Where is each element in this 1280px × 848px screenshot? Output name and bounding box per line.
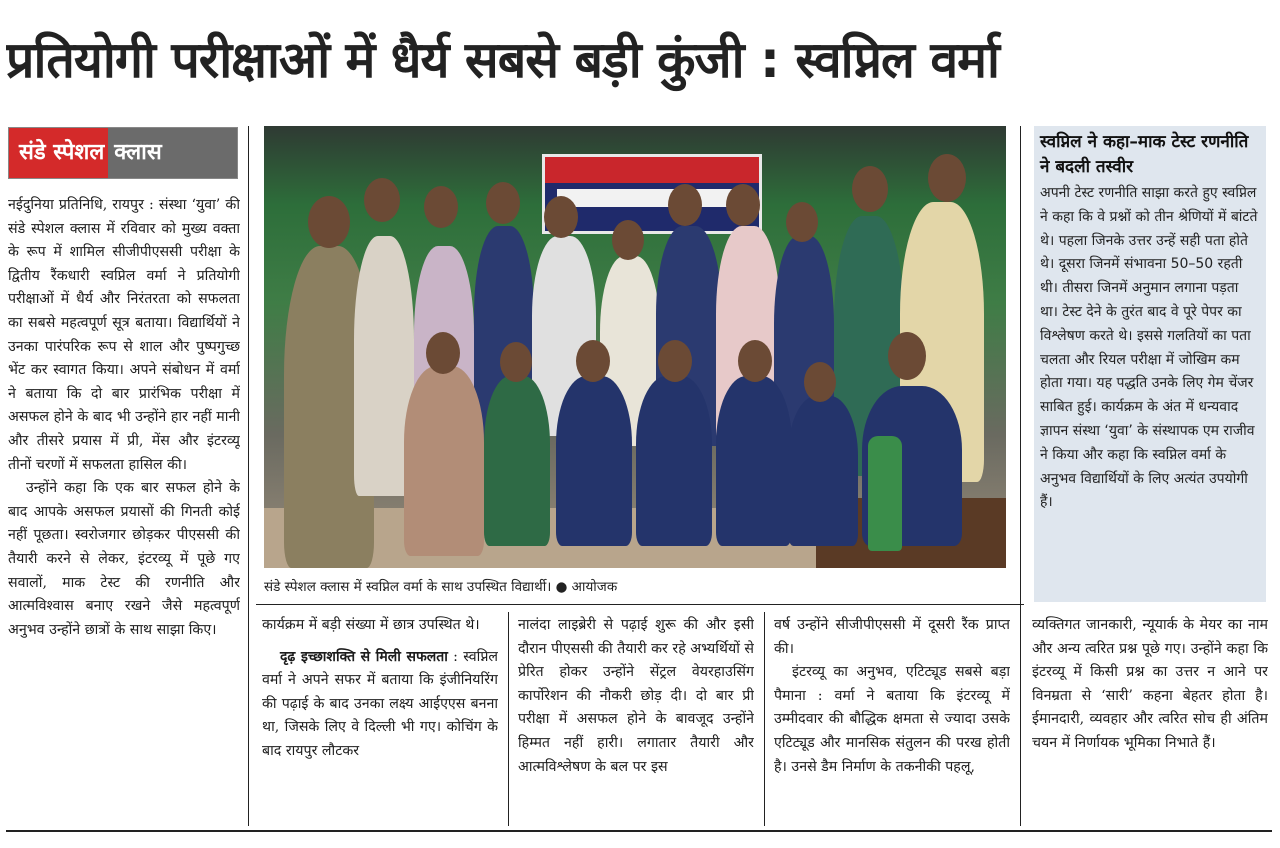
sidebar-box [1034,126,1266,602]
section-tag-red: संडे स्पेशल [9,128,108,178]
article-column-5 [1032,614,1268,824]
article-headline: प्रतियोगी परीक्षाओं में धैर्य सबसे बड़ी कुंजी : स्वप्निल वर्मा [6,31,1000,89]
water-bottle [868,436,902,551]
sidebar-body: अपनी टेस्ट रणनीति साझा करते हुए स्वप्निल ने कहा कि वे प्रश्नों को तीन श्रेणियों में बांटते थे। पहला जिनके उत्तर उन्हें सही पता होते थे। दूसरा जिनमें संभावना 50–50 रहती थी। तीसरा जिनमें अनुमान लगाना पड़ता था। टेस्ट देने के तुरंत बाद वे पूरे पेपर का विश्लेषण करते थे। इससे गलतियों का पता चलता और रियल परीक्षा में जोखिम कम होता गया। यह पद्धति उनके लिए गेम चेंजर साबित हुई। कार्यक्रम के अंत में धन्यवाद ज्ञापन संस्था ‘युवा’ के संस्थापक एम राजीव ने किया और कहा कि स्वप्निल वर्मा के अनुभव विद्यार्थियों के लिए अत्यंत उपयोगी हैं। [1040,185,1258,511]
column-4-paragraph-1: वर्ष उन्होंने सीजीपीएससी में दूसरी रैंक प्राप्त की। [774,617,1010,657]
column-2-paragraph-2 [262,646,498,764]
column-2-text: : स्वप्निल वर्मा ने अपने सफर में बताया कि इंजीनियरिंग की पढ़ाई के बाद उनका लक्ष्य आईएएस बनना था, जिसके लिए वे दिल्ली भी गए। कोचिंग के बाद रायपुर लौटकर [262,648,498,759]
bottom-rule [6,830,1272,832]
column-4-paragraph-2: इंटरव्यू का अनुभव, एटिट्यूड सबसे बड़ा पैमाना : वर्मा ने बताया कि इंटरव्यू में उम्मीदवार की बौद्धिक क्षमता से ज्यादा उसके एटिट्यूड और मानसिक संतुलन की परख होती है। उनसे डैम निर्माण के तकनीकी पहलू, [774,664,1010,775]
sidebar-heading: स्वप्निल ने कहा–माक टेस्ट रणनीति ने बदली तस्वीर [1040,132,1249,177]
column-divider-1 [248,126,249,826]
column-divider-2 [508,612,509,826]
article-column-2 [262,614,498,824]
group-photo [264,126,1006,568]
caption-rule [256,604,1024,605]
photo-caption: संडे स्पेशल क्लास में स्वप्निल वर्मा के साथ उपस्थित विद्यार्थी। ● आयोजक [264,579,618,595]
column-2-subhead: दृढ़ इच्छाशक्ति से मिली सफलता [280,648,448,665]
column-1-paragraph-1: नईदुनिया प्रतिनिधि, रायपुर : संस्था ‘युवा’ की संडे स्पेशल क्लास में रविवार को मुख्य वक्ता के रूप में शामिल सीजीपीएससी परीक्षा के द्वितीय रैंकधारी स्वप्निल वर्मा ने प्रतियोगी परीक्षाओं में धैर्य और निरंतरता को सफलता का सबसे महत्वपूर्ण सूत्र बताया। विद्यार्थियों ने उनका पारंपरिक रूप से शाल और पुष्पगुच्छ भेंट कर स्वागत किया। अपने संबोधन में वर्मा ने बताया कि दो बार प्रारंभिक परीक्षा में असफल होने के बाद भी उन्होंने हार नहीं मानी और तीसरे प्रयास में प्री, मेंस और इंटरव्यू तीनों चरणों में सफलता हासिल की। [8,197,240,473]
column-5-paragraph-1: व्यक्तिगत जानकारी, न्यूयार्क के मेयर का नाम और अन्य त्वरित प्रश्न पूछे गए। उन्होंने कहा कि इंटरव्यू में किसी प्रश्न का उत्तर न आने पर विनम्रता से ‘सारी’ कहना बेहतर होता है। ईमानदारी, व्यवहार और त्वरित सोच ही अंतिम चयन में निर्णायक भूमिका निभाते हैं। [1032,617,1268,751]
column-1-paragraph-2: उन्होंने कहा कि एक बार सफल होने के बाद आपके असफल प्रयासों की गिनती कोई नहीं पूछता। स्वरोजगार छोड़कर पीएससी की तैयारी करने से लेकर, इंटरव्यू में पूछे गए सवालों, माक टेस्ट की रणनीति और आत्मविश्वास बनाए रखने जैसे महत्वपूर्ण अनुभव उन्होंने छात्रों के साथ साझा किए। [8,480,240,638]
article-column-1 [8,194,240,824]
article-column-3 [518,614,754,824]
column-2-paragraph-1: कार्यक्रम में बड़ी संख्या में छात्र उपस्थित थे। [262,617,480,633]
section-tag [8,127,238,179]
article-column-4 [774,614,1010,824]
column-3-paragraph-1: नालंदा लाइब्रेरी से पढ़ाई शुरू की और इसी दौरान पीएससी की तैयारी कर रहे अभ्यर्थियों से प्रेरित होकर उन्होंने सेंट्रल वेयरहाउसिंग कार्पोरेशन की नौकरी छोड़ दी। दो बार प्री परीक्षा में असफल होने के बावजूद उन्होंने हिम्मत नहीं हारी। लगातार तैयारी और आत्मविश्लेषण के बल पर इस [518,617,754,775]
column-divider-4 [1020,126,1021,826]
column-divider-3 [764,612,765,826]
section-tag-gray: क्लास [108,128,237,178]
